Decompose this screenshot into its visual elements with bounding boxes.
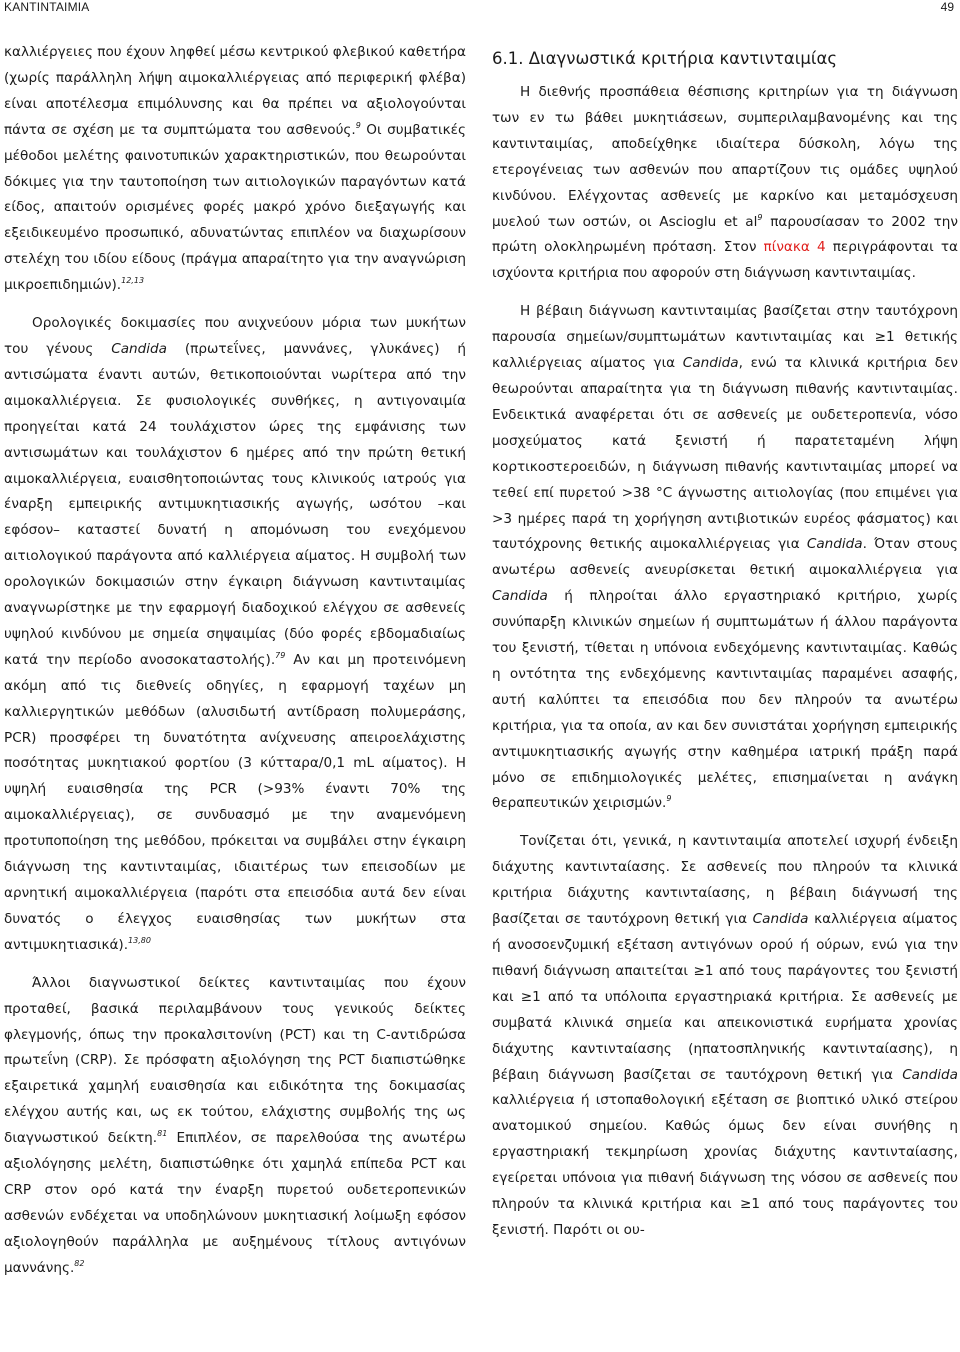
- text-run: Η διεθνής προσπάθεια θέσπισης κριτηρίων για τη διάγνωση των εν τω βάθει μυκητιάσεων, συμπεριλαμβανομένης και της καντινταιμίας, αποδείχθηκε ιδιαίτερα δύσκολη, λόγω της ετερογένειας των ασθενών που απαρτίζουν τις ομάδες υψηλού κινδύνου. Ελέγχοντας ασθενείς με καρκίνο και μεταμόσχευση μυελού των οστών, οι Ascioglu et al: [492, 84, 958, 230]
- section-heading: 6.1. Διαγνωστικά κριτήρια καντινταιμίας: [492, 49, 838, 68]
- text-run: (πρωτεΐνες, μαννάνες, γλυκάνες) ή αντισώματα έναντι αυτών, θετικοποιούνται νωρίτερα από την αιμοκαλλιέργεια. Σε φυσιολογικές συνθήκες, η αντιγοναιμία προηγείται κατά 24 τουλάχιστον ώρες της εμφάνισης των αντισωμάτων και τουλάχιστον 6 ημέρες από την πρώτη θετική αιμοκαλλιέργεια, ευαισθητοποιώντας τους κλινικούς ιατρούς για έναρξη εμπειρικής αντιμυκητιασικής αγωγής, ωσότου –και εφόσον– καταστεί δυνατή η απομόνωση του ενεχόμενου αιτιολογικού παράγοντα από καλλιέργεια αίματος. Η συμβολή των ορολογικών δοκιμασιών στην έγκαιρη διάγνωση καντινταιμίας αναγνωρίστηκε με την εφαρμογή διαδοχικού ελέγχου σε ασθενείς υψηλού κινδύνου με σημεία σηψαιμίας (δύο φορές εβδομαδιαίως κατά την περίοδο ανοσοκαταστολής).: [4, 340, 467, 668]
- species-name: Candida: [806, 536, 863, 553]
- left-column: [4, 40, 466, 1282]
- text-run: Αν και μη προτεινόμενη ακόμη από τις διεθνείς οδηγίες, η εφαρμογή ταχέων μη καλλιεργητικών μεθόδων (αλυσιδωτή αντίδραση πολυμεράσης, PCR) προσφέρει τη δυνατότητα ανίχνευσης απειροελάχιστης ποσότητας μυκητιακού φορτίου (3 κύτταρα/0,1 mL αίματος). Η υψηλή ευαισθησία της PCR (>93% έναντι 70% της αιμοκαλλιέργειας), σε συνδυασμό με την αναμενόμενη προτυποποίηση της μεθόδου, πρόκειται να συμβάλει στην έγκαιρη διάγνωση της καντινταιμίας, ιδιαιτέρως των επεισοδίων με αρνητική αιμοκαλλιέργεια (παρότι στα επεισόδια αυτά δεν είναι δυνατός ο έλεγχος ευαισθησίας των μυκήτων στα αντιμυκητιασικά).: [4, 651, 466, 953]
- paragraph: [492, 829, 958, 1244]
- text-run: παρουσίασαν το 2002 την πρώτη ολοκληρωμένη πρόταση. Στον: [492, 213, 959, 256]
- right-column: [492, 40, 958, 1244]
- paragraph: [4, 971, 466, 1282]
- citation-superscript: 12,13: [121, 276, 145, 286]
- paragraph: [4, 311, 466, 959]
- citation-superscript: 81: [157, 1129, 168, 1139]
- text-run: Άλλοι διαγνωστικοί δείκτες καντινταιμίας που έχουν προταθεί, βασικά περιλαμβάνουν τους γενικούς δείκτες φλεγμονής, όπως την προκαλσιτονίνη (PCT) και τη C-αντιδρώσα πρωτεΐνη (CRP). Σε πρόσφατη αξιολόγηση της PCT διαπιστώθηκε εξαιρετικά χαμηλή ευαισθησία και ειδικότητα της δοκιμασίας ελέγχου αυτής και, ως εκ τούτου, ελάχιστης συμβολής της ως διαγνωστικού δείκτη.: [4, 974, 466, 1147]
- text-run: ή πληροίται άλλο εργαστηριακό κριτήριο, χωρίς συνύπαρξη κλινικών σημείων ή συμπτωμάτων ή άλλου παράγοντα του ξενιστή, τίθεται η υπόνοια ενδεχόμενης καντινταιμίας. Καθώς η οντότητα της ενδεχόμενης καντινταιμίας παραμένει ασαφής, αυτή καλύπτει τα επεισόδια που δεν πληρούν τα ανωτέρω κριτήρια, για τα οποία, αν και δεν συνιστάται χορήγηση εμπειρικής αντιμυκητιασικής αγωγής στην καθημέρα ιατρική πράξη παρά μόνο σε επιδημιολογικές μελέτες, επισημαίνεται η ανάγκη θεραπευτικών χειρισμών.: [492, 588, 958, 812]
- citation-superscript: 9: [666, 794, 672, 804]
- species-name: Candida: [111, 340, 168, 357]
- citation-superscript: 13,80: [128, 935, 151, 945]
- paragraph: [492, 299, 958, 817]
- paragraph: [4, 40, 466, 299]
- citation-superscript: 82: [74, 1258, 85, 1268]
- species-name: Candida: [902, 1066, 958, 1083]
- citation-superscript: 79: [275, 650, 286, 660]
- text-run: Η βέβαιη διάγνωση καντινταιμίας βασίζεται στην ταυτόχρονη παρουσία σημείων/συμπτωμάτων καντινταιμίας και ≥1 θετικής καλλιέργειας αίματος για: [492, 303, 958, 372]
- text-run: καλλιέργεια αίματος ή ανοσοενζυμική εξέταση αντιγόνων ορού ή ούρων, ενώ για την πιθανή διάγνωση απαιτείται ≥1 από τους παράγοντες του ξενιστή και ≥1 από τα υπόλοιπα εργαστηριακά κριτήρια. Σε ασθενείς με συμβατά κλινικά σημεία και απεικονιστικά ευρήματα χρονίας διάχυτης καντινταίασης (ηπατοσπληνικής καντινταίασης), η βέβαιη διάγνωση βασίζεται σε ταυτόχρονη θετική για: [492, 911, 958, 1083]
- text-run: Οι συμβατικές μέθοδοι μελέτης φαινοτυπικών χαρακτηριστικών, που θεωρούνται δόκιμες για την ταυτοποίηση των αιτιολογικών παραγόντων κατά είδος, απαιτούν ορισμένες φορές μακρό χρόνο διεξαγωγής και εξειδικευμένο προσωπικό, αδυνατώντας επιπλέον να διαχωρίσουν στελέχη του ιδίου είδους (πράγμα απαραίτητο για την αναγνώριση μικροεπιδημιών).: [4, 121, 466, 294]
- paragraph: [492, 80, 958, 287]
- species-name: Candida: [492, 588, 548, 605]
- citation-superscript: 9: [757, 212, 763, 222]
- text-run: περιγράφονται τα ισχύοντα κριτήρια που αφορούν στη διάγνωση καντινταιμίας.: [492, 239, 958, 282]
- table-reference-link[interactable]: πίνακα 4: [763, 239, 826, 256]
- species-name: Candida: [752, 911, 809, 928]
- text-run: καλλιέργεια ή ιστοπαθολογική εξέταση σε βιοπτικό υλικό στείρου ανατομικού σημείου. Καθώς όμως δεν είναι συνήθης η εργαστηριακή τεκμηρίωση χρονίας διάχυτης καντινταίασης, εγείρεται υπόνοια για πιθανή διάγνωση της νόσου σε ασθενείς που πληρούν τα κλινικά κριτήρια και ≥1 από τους παράγοντες του ξενιστή. Παρότι οι ου-: [492, 1092, 958, 1238]
- text-run: , ενώ τα κλινικά κριτήρια δεν θεωρούνται απαραίτητα για τη διάγνωση πιθανής καντινταιμίας. Ενδεικτικά αναφέρεται ότι σε ασθενείς με ουδετεροπενία, νόσο μοσχεύματος κατά ξενιστή ή παρατεταμένη λήψη κορτικοστεροειδών, η διάγνωση πιθανής καντινταιμίας μπορεί να τεθεί επί πυρετού >38 °C άγνωστης αιτιολογίας (που επιμένει για >3 ημέρες παρά τη χορήγηση αντιβιοτικών ευρέος φάσματος) και ταυτόχρονης θετικής αιμοκαλλιέργειας για: [492, 355, 958, 553]
- page-number: 49: [940, 0, 954, 14]
- citation-superscript: 9: [355, 120, 361, 130]
- species-name: Candida: [682, 355, 739, 372]
- running-title: ΚΑΝΤΙΝΤΑΙΜΙΑ: [4, 0, 90, 14]
- text-run: Τονίζεται ότι, γενικά, η καντινταιμία αποτελεί ισχυρή ένδειξη διάχυτης καντινταίασης. Σε ασθενείς που πληρούν τα κλινικά κριτήρια διάχυτης καντινταίασης, η βέβαιη διάγνωσή της βασίζεται σε ταυτόχρονη θετική για: [492, 833, 958, 928]
- text-run: Επιπλέον, σε παρελθούσα της ανωτέρω αξιολόγησης μελέτη, διαπιστώθηκε ότι χαμηλά επίπεδα PCT και CRP στον ορό κατά την έναρξη πυρετού ουδετεροπενικών ασθενών ενδέχεται να υποδηλώνουν μυκητιασική λοίμωξη εφόσον αξιολογηθούν παράλληλα με αυξημένους τίτλους αντιγόνων μαννάνης.: [4, 1130, 466, 1276]
- running-header: [0, 0, 960, 22]
- text-run: . Όταν στους ανωτέρω ασθενείς ανευρίσκεται θετική αιμοκαλλιέργεια για: [492, 536, 958, 579]
- text-run: Ορολογικές δοκιμασίες που ανιχνεύουν μόρια των μυκήτων του γένους: [4, 315, 466, 357]
- text-run: καλλιέργειες που έχουν ληφθεί μέσω κεντρικού φλεβικού καθετήρα (χωρίς παράλληλη λήψη αιμοκαλλιέργειας από περιφερική φλέβα) είναι αποτέλεσμα επιμόλυνσης και θα πρέπει να αξιολογούνται πάντα σε σχέση με τα συμπτώματα του ασθενούς.: [4, 44, 466, 138]
